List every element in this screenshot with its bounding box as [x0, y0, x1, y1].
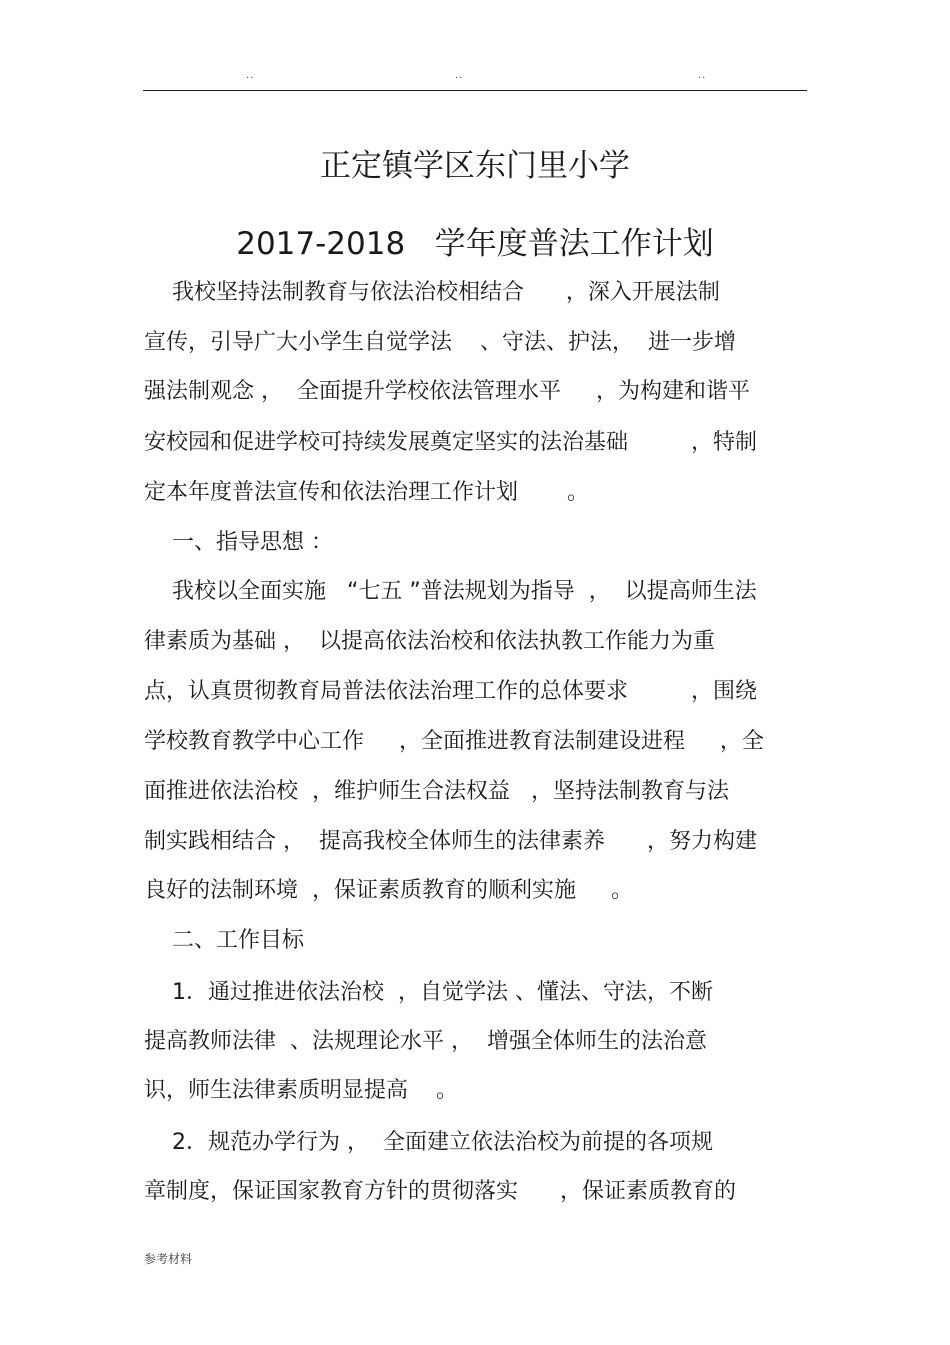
header-dot-mark: .. — [698, 70, 707, 81]
body-line: 我校以全面实施 “七五 ”普法规划为指导 ， 以提高师生法 — [144, 579, 757, 604]
body-line: 定本年度普法宣传和依法治理工作计划 。 — [144, 480, 589, 505]
body-line: 点，认真贯彻教育局普法依法治理工作的总体要求 ，围绕 — [144, 679, 757, 704]
body-line: 提高教师法律 、法规理论水平 ， 增强全体师生的法治意 — [144, 1029, 707, 1054]
section-heading: 一、指导思想 ： — [144, 530, 333, 555]
body-line: 我校坚持法制教育与依法治校相结合 ，深入开展法制 — [144, 280, 720, 305]
header-rule — [143, 90, 807, 91]
body-line: 识，师生法律素质明显提高 。 — [144, 1078, 458, 1103]
document-subtitle: 2017-2018 学年度普法工作计划 — [236, 226, 714, 262]
body-line: 面推进依法治校 ，维护师生合法权益 ，坚持法制教育与法 — [144, 779, 729, 804]
header-dot-mark: .. — [246, 70, 255, 81]
body-line: 宣传，引导广大小学生自觉学法 、守法、护法， 进一步增 — [144, 330, 736, 355]
body-line: 律素质为基础 ， 以提高依法治校和依法执教工作能力为重 — [144, 629, 715, 654]
footer-text: 参考材料 — [144, 1252, 193, 1266]
body-line: 安校园和促进学校可持续发展奠定坚实的法治基础 ，特制 — [144, 430, 757, 455]
document-title: 正定镇学区东门里小学 — [320, 148, 630, 184]
body-line: 良好的法制环境 ，保证素质教育的顺利实施 。 — [144, 878, 633, 903]
body-line: 强法制观念 ， 全面提升学校依法管理水平 ，为构建和谐平 — [144, 379, 750, 404]
body-line: 制实践相结合 ， 提高我校全体师生的法律素养 ，努力构建 — [144, 829, 757, 854]
header-dot-mark: .. — [455, 70, 464, 81]
body-line: 1．通过推进依法治校 ，自觉学法 、懂法、守法，不断 — [144, 980, 713, 1005]
body-line: 学校教育教学中心工作 ，全面推进教育法制建设进程 ，全 — [144, 729, 764, 754]
section-heading: 二、工作目标 — [144, 928, 304, 953]
body-line: 章制度，保证国家教育方针的贯彻落实 ，保证素质教育的 — [144, 1179, 736, 1204]
body-line: 2．规范办学行为 ， 全面建立依法治校为前提的各项规 — [144, 1130, 713, 1155]
